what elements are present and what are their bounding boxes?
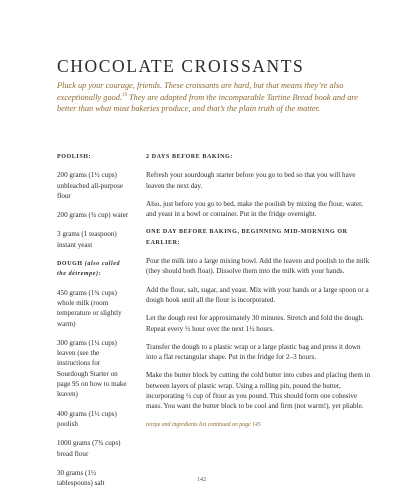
ingredient-item: 300 grams (1¼ cups) leaven (see the instructions for Sourdough Starter on page 95 on how to make leaven) xyxy=(57,338,127,399)
ingredient-item: 400 grams (1½ cups) poolish xyxy=(57,409,117,428)
dough-heading xyxy=(57,259,131,280)
one-day-heading: ONE DAY BEFORE BAKING, BEGINNING MID-MORNING OR EARLIER: xyxy=(146,229,348,246)
instruction-paragraph: Also, just before you go to bed, make the poolish by mixing the flour, water, and yeast in a bowl or container. Put in the fridge overnight. xyxy=(146,199,363,219)
dough-heading-note: (also called the détrempe): xyxy=(57,261,121,278)
instruction-paragraph: Pour the milk into a large mixing bowl. Add the leaven and poolish to the milk (they should both float). Dissolve them into the milk with your hands. xyxy=(146,257,370,276)
ingredient-item: 3 grams (1 teaspoon) instant yeast xyxy=(57,230,117,249)
page-number: 142 xyxy=(197,477,206,483)
instruction-paragraph: Make the butter block by cutting the cold butter into cubes and placing them in between layers of plastic wrap. Using a rolling pin, pound the butter, incorporating ½ cup of flour as you pound. This should form one cohesive mass. You want the butter block to be cool and firm (not warm!), yet pliable. xyxy=(146,371,371,411)
continued-note: recipe and ingredients list continued on page 145 xyxy=(146,421,261,428)
page-title: CHOCOLATE CROISSANTS xyxy=(57,55,305,76)
poolish-heading: POOLISH: xyxy=(57,154,92,160)
instruction-paragraph: Let the dough rest for approximately 30 minutes. Stretch and fold the dough. Repeat every ½ hour over the next 1½ hours. xyxy=(146,314,364,333)
instruction-paragraph: Refresh your sourdough starter before you go to bed so that you will have leaven the next day. xyxy=(146,171,356,190)
intro-paragraph xyxy=(57,80,369,115)
instruction-paragraph: Add the flour, salt, sugar, and yeast. Mix with your hands or a large spoon or a dough hook until all the flour is incorporated. xyxy=(146,285,369,304)
ingredient-item: 200 grams (¾ cup) water xyxy=(57,211,129,220)
instruction-paragraph: Transfer the dough to a plastic wrap or a large plastic bag and press it down into a flat rectangular shape. Put in the fridge for 2–3 hours. xyxy=(146,342,361,362)
intro-text-1: Pluck up your courage, friends. These croissants are hard, but that means they’re also exceptionally good. xyxy=(57,81,344,102)
ingredient-item: 450 grams (1¾ cups) whole milk (room temperature or slightly warm) xyxy=(57,288,122,328)
ingredient-item: 1000 grams (7¾ cups) bread flour xyxy=(57,439,121,458)
ingredient-item: 200 grams (1½ cups) unbleached all-purpose flour xyxy=(57,171,123,200)
two-days-heading: 2 DAYS BEFORE BAKING: xyxy=(146,154,233,160)
intro-text-2: They are adapted from the incomparable Tartine Bread book and are better than what most bakeries produce, and that’s the plain truth of the matter. xyxy=(57,92,358,114)
dough-heading-label: DOUGH xyxy=(57,261,83,268)
footnote-marker: 19 xyxy=(121,93,127,99)
ingredient-item: 30 grams (1½ tablespoons) salt xyxy=(57,468,105,488)
ingredients-column xyxy=(57,152,131,497)
instructions-column xyxy=(146,152,372,430)
